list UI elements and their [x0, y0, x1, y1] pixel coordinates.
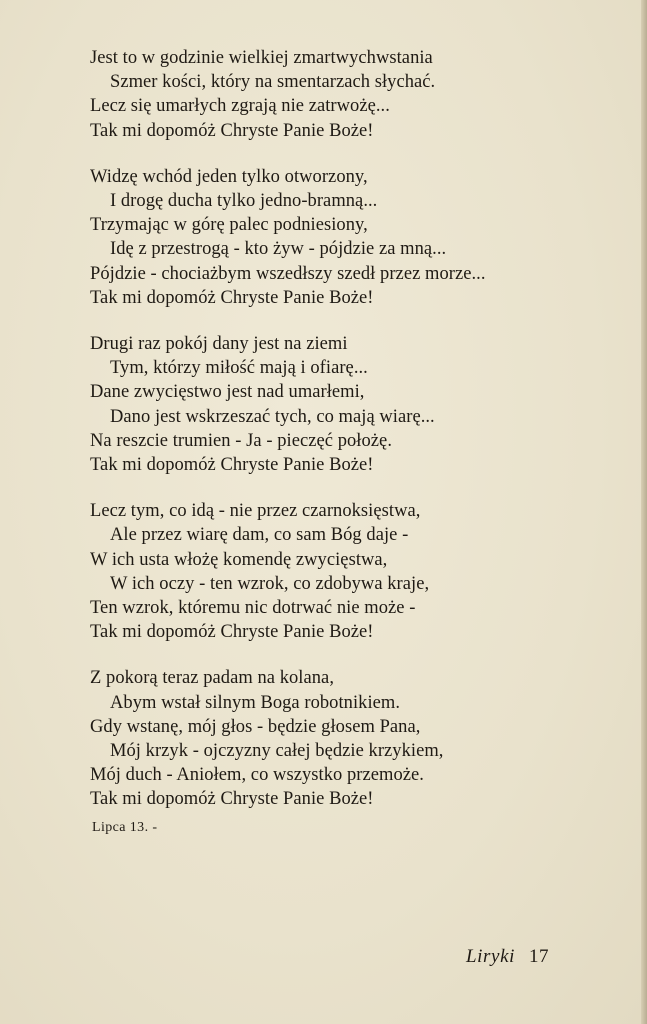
poem-line: Lecz tym, co idą - nie przez czarnoksięstwa,: [90, 501, 421, 522]
poem-line: Tak mi dopomóż Chryste Panie Boże!: [90, 120, 374, 141]
stanza: [90, 46, 630, 143]
stanza: [90, 332, 630, 477]
poem-date: Lipca 13. -: [92, 820, 158, 835]
stanza: [90, 165, 630, 310]
running-title: Liryki: [466, 946, 515, 967]
poem-line: Mój duch - Aniołem, co wszystko przemoże.: [90, 765, 424, 786]
poem-line: Z pokorą teraz padam na kolana,: [90, 668, 334, 689]
poem-line: Lecz się umarłych zgrają nie zatrwożę...: [90, 96, 390, 117]
stanza: [90, 499, 630, 644]
poem-line: Jest to w godzinie wielkiej zmartwychwstania: [90, 48, 433, 68]
poem-line: W ich oczy - ten wzrok, co zdobywa kraje,: [110, 573, 430, 594]
stanza: [90, 666, 630, 811]
page-edge: [641, 0, 647, 1024]
poem-line: I drogę ducha tylko jedno-bramną...: [110, 191, 378, 212]
poem-body: [90, 46, 630, 834]
page-number: 17: [529, 946, 549, 967]
poem-line: Tak mi dopomóż Chryste Panie Boże!: [90, 789, 374, 810]
page-footer: [466, 946, 549, 968]
poem-line: Pójdzie - chociażbym wszedłszy szedł przez morze...: [90, 263, 486, 284]
poem-line: Idę z przestrogą - kto żyw - pójdzie za mną...: [110, 239, 447, 260]
poem-line: Ale przez wiarę dam, co sam Bóg daje -: [110, 525, 409, 546]
poem-line: Widzę wchód jeden tylko otworzony,: [90, 166, 368, 187]
poem-line: Tak mi dopomóż Chryste Panie Boże!: [90, 455, 374, 476]
poem-line: Tym, którzy miłość mają i ofiarę...: [110, 358, 368, 379]
poem-line: Drugi raz pokój dany jest na ziemi: [90, 334, 348, 355]
poem-line: W ich usta włożę komendę zwycięstwa,: [90, 549, 388, 570]
poem-line: Gdy wstanę, mój głos - będzie głosem Pana,: [90, 716, 421, 737]
poem-line: Dane zwycięstwo jest nad umarłemi,: [90, 382, 365, 403]
poem-line: Abym wstał silnym Boga robotnikiem.: [110, 692, 401, 713]
poem-line: Trzymając w górę palec podniesiony,: [90, 215, 368, 236]
poem-line: Mój krzyk - ojczyzny całej będzie krzykiem,: [110, 741, 444, 762]
poem-line: Tak mi dopomóż Chryste Panie Boże!: [90, 622, 374, 643]
poem-line: Dano jest wskrzeszać tych, co mają wiarę...: [110, 406, 435, 427]
poem-line: Tak mi dopomóż Chryste Panie Boże!: [90, 287, 374, 308]
poem-line: Na reszcie trumien - Ja - pieczęć położę.: [90, 430, 392, 451]
poem-line: Szmer kości, który na smentarzach słychać.: [110, 72, 436, 93]
poem-line: Ten wzrok, któremu nic dotrwać nie może -: [90, 598, 416, 619]
